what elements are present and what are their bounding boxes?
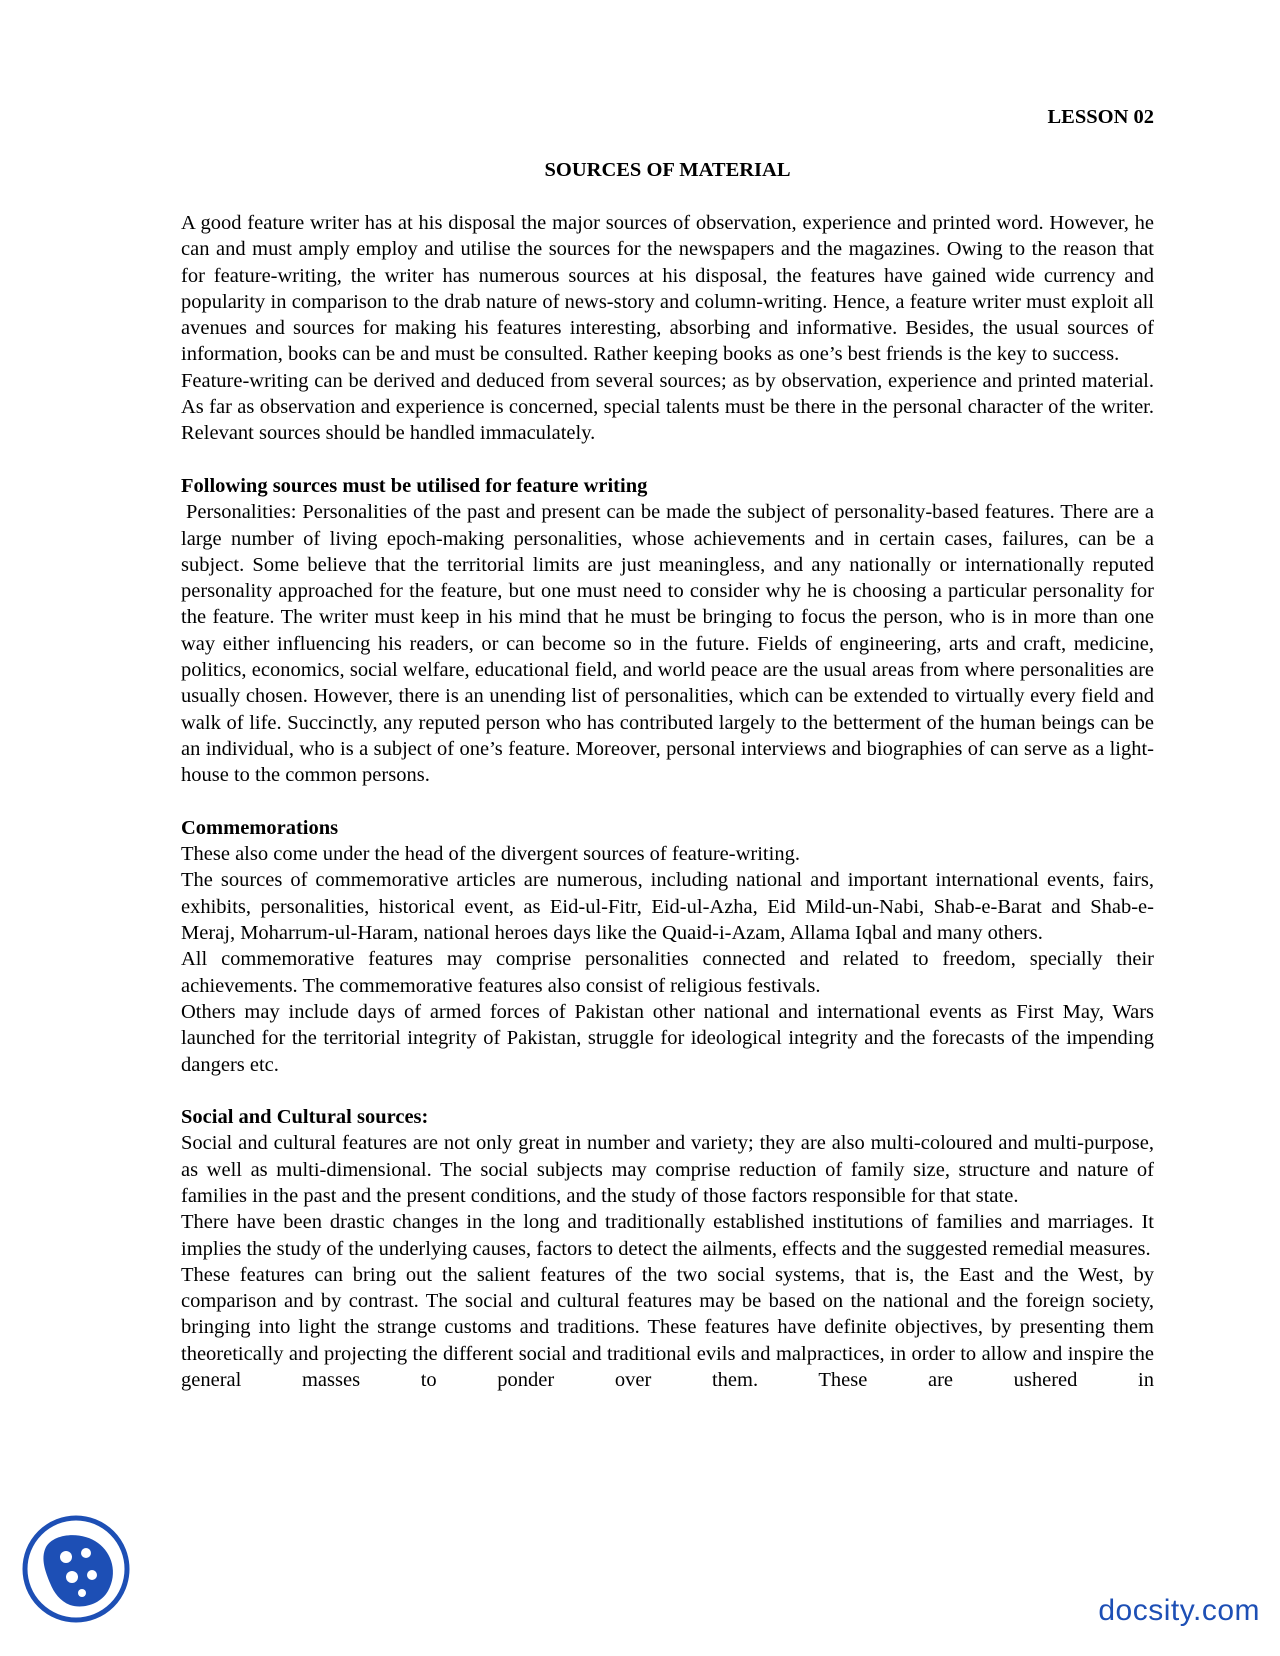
paragraph-gap <box>181 789 1154 815</box>
brand-watermark[interactable]: docsity.com <box>1098 1594 1260 1627</box>
commemorations-heading: Commemorations <box>181 816 339 839</box>
paragraph-gap <box>181 1078 1154 1104</box>
social-paragraph-3: These features can bring out the salient features of the two social systems, that is, the East and the West, by comparison and by contrast. The social and cultural features may be based on the national and the foreign society, bringing into light the strange customs and traditions. These features have definite objectives, by presenting them theoretically and projecting the different social and traditional evils and malpractices, in order to allow and inspire the general masses to ponder over them. These are ushered in <box>181 1263 1154 1392</box>
commemorations-paragraph-1: These also come under the head of the divergent sources of feature-writing. <box>181 843 800 866</box>
sources-heading: Following sources must be utilised for feature writing <box>181 474 648 497</box>
intro-paragraph-2: Feature-writing can be derived and deduced from several sources; as by observation, experience and printed material. As far as observation and experience is concerned, special talents must be there in the personal character of the writer. Relevant sources should be handled immaculately. <box>181 369 1154 445</box>
commemorations-paragraph-2: The sources of commemorative articles are numerous, including national and important international events, fairs, exhibits, personalities, historical event, as Eid-ul-Fitr, Eid-ul-Azha, Eid Mild-un-Nabi, Shab-e-Barat and Shab-e-Meraj, Moharrum-ul-Haram, national heroes days like the Quaid-i-Azam, Allama Iqbal and many others. <box>181 869 1154 945</box>
intro-paragraph-1: A good feature writer has at his disposal the major sources of observation, experience and printed word. However, he can and must amply employ and utilise the sources for the newspapers and the magazines. Owing to the reason that for feature-writing, the writer has numerous sources at his disposal, the features have gained wide currency and popularity in comparison to the drab nature of news-story and column-writing. Hence, a feature writer must exploit all avenues and sources for making his features interesting, absorbing and informative. Besides, the usual sources of information, books can be and must be consulted. Rather keeping books as one’s best friends is the key to success. <box>181 212 1154 366</box>
personalities-paragraph: Personalities: Personalities of the past and present can be made the subject of personality-based features. There are a large number of living epoch-making personalities, whose achievements and in certain cases, failures, can be a subject. Some believe that the territorial limits are just meaningless, and any nationally or internationally reputed personality approached for the feature, but one must need to consider why he is choosing a particular personality for the feature. The writer must keep in his mind that he must be bringing to focus the person, who is in more than one way either influencing his readers, or can become so in the future. Fields of engineering, arts and craft, medicine, politics, economics, social welfare, educational field, and world peace are the usual areas from where personalities are usually chosen. However, there is an unending list of personalities, which can be extended to virtually every field and walk of life. Succinctly, any reputed person who has contributed largely to the betterment of the human beings can be an individual, who is a subject of one’s feature. Moreover, personal interviews and biographies of can serve as a light-house to the common persons. <box>181 501 1154 787</box>
docsity-logo-icon[interactable] <box>20 1513 132 1625</box>
lesson-number: LESSON 02 <box>1047 106 1154 128</box>
commemorations-paragraph-4: Others may include days of armed forces of Pakistan other national and international events as First May, Wars launched for the territorial integrity of Pakistan, struggle for ideological integrity and the forecasts of the impending dangers etc. <box>181 1000 1154 1076</box>
document-body <box>181 210 1154 1393</box>
paragraph-gap <box>181 447 1154 473</box>
social-paragraph-2: There have been drastic changes in the long and traditionally established institutions of families and marriages. It implies the study of the underlying causes, factors to detect the ailments, effects and the suggested remedial measures. <box>181 1211 1154 1260</box>
social-paragraph-1: Social and cultural features are not only great in number and variety; they are also multi-coloured and multi-purpose, as well as multi-dimensional. The social subjects may comprise reduction of family size, structure and nature of families in the past and the present conditions, and the study of those factors responsible for that state. <box>181 1132 1154 1207</box>
social-heading: Social and Cultural sources: <box>181 1106 429 1129</box>
page-title: SOURCES OF MATERIAL <box>544 159 791 181</box>
commemorations-paragraph-3: All commemorative features may comprise personalities connected and related to freedom, specially their achievements. The commemorative features also consist of religious festivals. <box>181 948 1154 997</box>
